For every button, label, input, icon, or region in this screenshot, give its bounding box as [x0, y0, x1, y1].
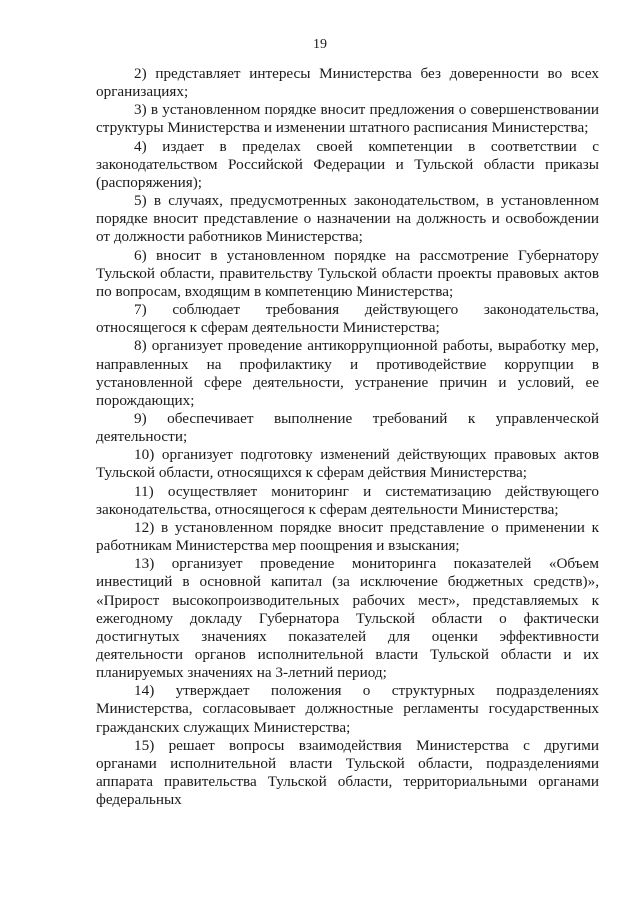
list-item: 8) организует проведение антикоррупционной работы, выработку мер, направленных на профилактику и противодействие коррупции в установленной сфере деятельности, устранение причин и условий, ее порождающих;: [96, 337, 599, 409]
page-number: 19: [313, 37, 327, 52]
list-item: 5) в случаях, предусмотренных законодательством, в установленном порядке вносит представление о назначении на должность и освобождении от должности работников Министерства;: [96, 192, 599, 246]
list-item: 3) в установленном порядке вносит предложения о совершенствовании структуры Министерства и изменении штатного расписания Министерства;: [96, 101, 599, 137]
list-item: 4) издает в пределах своей компетенции в соответствии с законодательством Российской Федерации и Тульской области приказы (распоряжения);: [96, 137, 599, 191]
list-item: 6) вносит в установленном порядке на рассмотрение Губернатору Тульской области, правительству Тульской области проекты правовых актов по вопросам, входящим в компетенцию Министерства;: [96, 246, 599, 300]
list-item: 10) организует подготовку изменений действующих правовых актов Тульской области, относящихся к сферам действия Министерства;: [96, 446, 599, 482]
list-item: 11) осуществляет мониторинг и систематизацию действующего законодательства, относящегося к сферам деятельности Министерства;: [96, 482, 599, 518]
list-item: 7) соблюдает требования действующего законодательства, относящегося к сферам деятельности Министерства;: [96, 301, 599, 337]
list-item: 13) организует проведение мониторинга показателей «Объем инвестиций в основной капитал (за исключение бюджетных средств)», «Прирост высокопроизводительных рабочих мест», представляемых к ежегодному докладу Губернатора Тульской области о фактически достигнутых значениях показателей для оценки эффективности деятельности органов исполнительной власти Тульской области и их планируемых значениях на 3-летний период;: [96, 555, 599, 682]
list-item: 14) утверждает положения о структурных подразделениях Министерства, согласовывает должностные регламенты государственных гражданских служащих Министерства;: [96, 682, 599, 736]
list-item: 12) в установленном порядке вносит представление о применении к работникам Министерства мер поощрения и взыскания;: [96, 518, 599, 555]
list-item: 2) представляет интересы Министерства без доверенности во всех организациях;: [96, 65, 599, 101]
document-body: [96, 65, 599, 809]
list-item: 9) обеспечивает выполнение требований к управленческой деятельности;: [96, 409, 599, 446]
list-item: 15) решает вопросы взаимодействия Министерства с другими органами исполнительной власти Тульской области, подразделениями аппарата правительства Тульской области, территориальными органами федеральных: [96, 736, 599, 809]
